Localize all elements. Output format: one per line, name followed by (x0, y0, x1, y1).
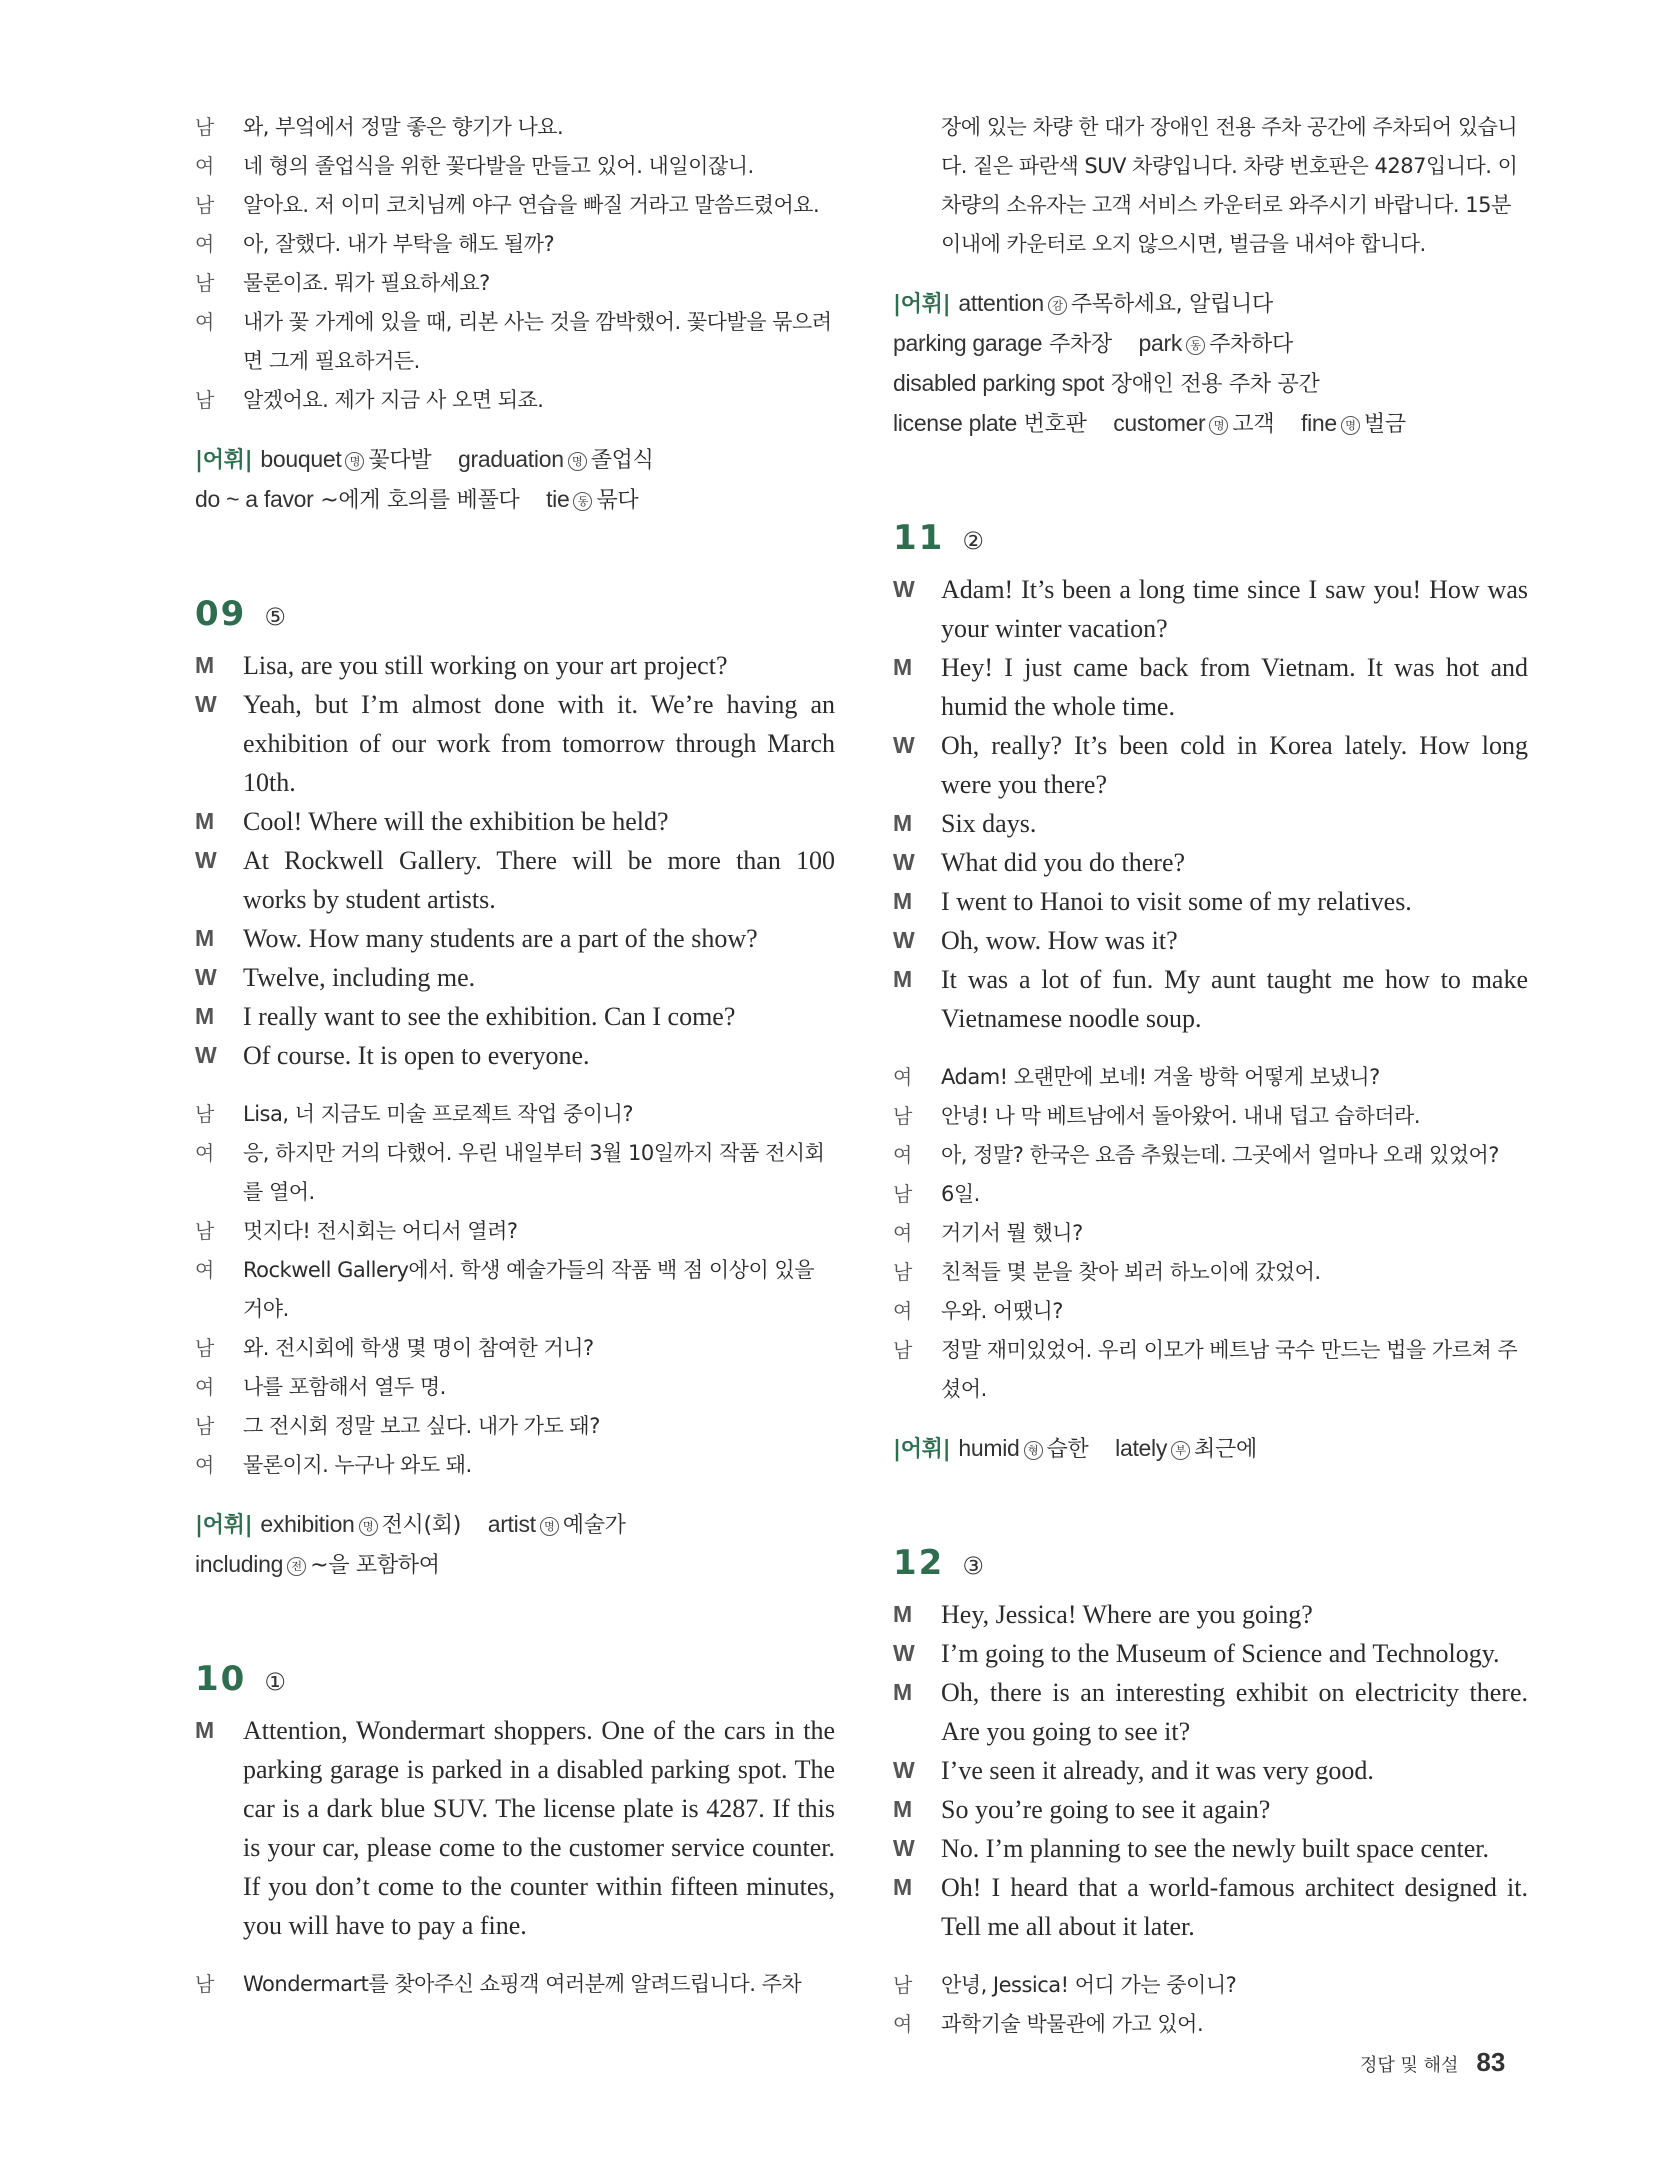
line-text: No. I’m planning to see the newly built space center. (941, 1834, 1490, 1863)
dialogue-line (195, 1095, 835, 1134)
speaker-label: 여 (195, 1453, 214, 1477)
dialogue-line (893, 648, 1528, 726)
dialogue-line (195, 919, 835, 958)
vocab-word: parking garage (893, 330, 1043, 356)
speaker-label: 남 (195, 1972, 214, 1996)
dialogue-line (195, 303, 835, 381)
vocab-meaning: 번호판 (1023, 412, 1087, 437)
vocab-meaning: 주차하다 (1209, 332, 1293, 357)
dialogue-line (893, 960, 1528, 1038)
line-text: Adam! 오랜만에 보네! 겨울 방학 어떻게 보냈니? (941, 1065, 1380, 1089)
line-text: 거기서 뭘 했니? (941, 1221, 1083, 1245)
line-text: 응, 하지만 거의 다했어. 우린 내일부터 3월 10일까지 작품 전시회를 열어. (243, 1141, 825, 1204)
speaker-label: 남 (195, 271, 214, 295)
vocab-meaning: 주차장 (1048, 332, 1112, 357)
speaker-label: 남 (195, 1219, 214, 1243)
line-text: I really want to see the exhibition. Can I come? (243, 1002, 736, 1031)
question-number: 11 (893, 518, 945, 558)
vocab-meaning: 꽃다발 (368, 448, 432, 473)
dialogue-line (195, 186, 835, 225)
dialogue-line (195, 1251, 835, 1329)
vocab-q11 (893, 1429, 1528, 1469)
question-number: 10 (195, 1659, 247, 1699)
speaker-label: M (893, 810, 913, 836)
part-of-speech-badge: 동 (573, 492, 592, 511)
dialogue-line (893, 1097, 1528, 1136)
speaker-label: 여 (195, 1141, 214, 1165)
dialogue-line (195, 958, 835, 997)
dialogue-line (195, 1711, 835, 1945)
dialogue-line (893, 1634, 1528, 1673)
vocab-q08 (195, 440, 835, 520)
question-number: 09 (195, 594, 247, 634)
speaker-label: W (893, 849, 915, 875)
line-text: Oh, wow. How was it? (941, 926, 1178, 955)
dialogue-line (893, 1058, 1528, 1097)
vocab-entry (958, 292, 1273, 317)
dialogue-line (195, 646, 835, 685)
vocab-entry (488, 1513, 626, 1538)
question-header-11 (893, 518, 1528, 558)
right-column (893, 108, 1528, 2044)
speaker-label: 여 (195, 1258, 214, 1282)
speaker-label: 남 (893, 1338, 912, 1362)
vocab-word: fine (1301, 410, 1337, 436)
line-text: 내가 꽃 가게에 있을 때, 리본 사는 것을 깜박했어. 꽃다발을 묶으려면 그게 필요하거든. (243, 310, 832, 373)
question-number: 12 (893, 1543, 945, 1583)
line-text: Hey, Jessica! Where are you going? (941, 1600, 1313, 1629)
dialogue-line (195, 264, 835, 303)
speaker-label: 남 (195, 1414, 214, 1438)
line-text: Of course. It is open to everyone. (243, 1041, 590, 1070)
dialogue-line (893, 108, 1528, 264)
dialogue-line (893, 570, 1528, 648)
question-header-09 (195, 594, 835, 634)
line-text: 네 형의 졸업식을 위한 꽃다발을 만들고 있어. 내일이잖니. (243, 154, 754, 178)
dialogue-line (195, 1965, 835, 2004)
vocab-entry (893, 412, 1087, 437)
line-text: Rockwell Gallery에서. 학생 예술가들의 작품 백 점 이상이 있을 거야. (243, 1258, 814, 1321)
line-text: 물론이죠. 뭐가 필요하세요? (243, 271, 490, 295)
dialogue-korean-q08 (195, 108, 835, 420)
speaker-label: M (893, 654, 913, 680)
left-column (195, 108, 835, 2004)
dialogue-line (893, 882, 1528, 921)
speaker-label: 남 (893, 1260, 912, 1284)
dialogue-line (893, 1214, 1528, 1253)
line-text: Wow. How many students are a part of the show? (243, 924, 758, 953)
dialogue-korean-q11 (893, 1058, 1528, 1409)
speaker-label: 여 (893, 1065, 912, 1089)
speaker-label: 여 (195, 1375, 214, 1399)
dialogue-line (195, 381, 835, 420)
dialogue-line (195, 1368, 835, 1407)
speaker-label: M (893, 1601, 913, 1627)
dialogue-line (893, 1829, 1528, 1868)
speaker-label: W (893, 1757, 915, 1783)
dialogue-line (893, 1673, 1528, 1751)
dialogue-line (195, 147, 835, 186)
answer-mark: ① (264, 1668, 286, 1696)
line-text: 와. 전시회에 학생 몇 명이 참여한 거니? (243, 1336, 594, 1360)
vocab-word: license plate (893, 410, 1017, 436)
speaker-label: M (195, 808, 215, 834)
vocab-meaning: ~을 포함하여 (310, 1553, 440, 1578)
dialogue-line (893, 921, 1528, 960)
speaker-label: M (893, 1874, 913, 1900)
dialogue-line (893, 1868, 1528, 1946)
dialogue-line (195, 1329, 835, 1368)
line-text: 아, 정말? 한국은 요즘 추웠는데. 그곳에서 얼마나 오래 있었어? (941, 1143, 1499, 1167)
vocab-label: |어휘| (195, 448, 253, 473)
vocab-word: lately (1115, 1435, 1168, 1461)
vocab-entry (1301, 412, 1406, 437)
line-text: Adam! It’s been a long time since I saw you! How was your winter vacation? (941, 575, 1528, 643)
vocab-entry (458, 448, 654, 473)
dialogue-line (893, 1966, 1528, 2005)
vocab-entry (1139, 332, 1293, 357)
speaker-label: 여 (893, 1299, 912, 1323)
line-text: Oh, really? It’s been cold in Korea lately. How long were you there? (941, 731, 1528, 799)
dialogue-line (893, 843, 1528, 882)
speaker-label: W (195, 847, 217, 873)
line-text: 6일. (941, 1182, 980, 1206)
dialogue-line (893, 1136, 1528, 1175)
dialogue-korean-q12 (893, 1966, 1528, 2044)
dialogue-line (195, 841, 835, 919)
vocab-q10 (893, 284, 1528, 444)
dialogue-line (893, 1175, 1528, 1214)
dialogue-line (195, 1407, 835, 1446)
dialogue-korean-q10-cont (893, 108, 1528, 264)
vocab-entry (195, 1553, 440, 1578)
dialogue-line (893, 1331, 1528, 1409)
line-text: Six days. (941, 809, 1037, 838)
speaker-label: W (195, 1042, 217, 1068)
vocab-q09 (195, 1505, 835, 1585)
vocab-meaning: 주목하세요, 알립니다 (1070, 292, 1273, 317)
part-of-speech-badge: 명 (1209, 416, 1228, 435)
vocab-meaning: 묶다 (596, 488, 639, 513)
vocab-word: exhibition (260, 1511, 355, 1537)
speaker-label: 여 (893, 1221, 912, 1245)
speaker-label: M (893, 888, 913, 914)
vocab-word: customer (1113, 410, 1206, 436)
dialogue-english-q12 (893, 1595, 1528, 1946)
speaker-label: M (195, 925, 215, 951)
vocab-word: do ~ a favor (195, 486, 314, 512)
vocab-word: including (195, 1551, 284, 1577)
dialogue-line (893, 1253, 1528, 1292)
dialogue-line (195, 1134, 835, 1212)
vocab-entry (1115, 1437, 1257, 1462)
speaker-label: M (195, 1003, 215, 1029)
answer-mark: ② (962, 527, 984, 555)
speaker-label: W (195, 964, 217, 990)
dialogue-line (893, 1595, 1528, 1634)
answer-mark: ⑤ (264, 603, 286, 631)
speaker-label: 남 (893, 1973, 912, 1997)
line-text: 안녕, Jessica! 어디 가는 중이니? (941, 1973, 1237, 1997)
dialogue-english-q10 (195, 1711, 835, 1945)
page-number: 83 (1476, 2047, 1506, 2077)
speaker-label: 남 (195, 1102, 214, 1126)
part-of-speech-badge: 명 (540, 1517, 559, 1536)
part-of-speech-badge: 명 (359, 1517, 378, 1536)
speaker-label: W (893, 927, 915, 953)
line-text: Wondermart를 찾아주신 쇼핑객 여러분께 알려드립니다. 주차 (243, 1972, 802, 1996)
vocab-meaning: 장애인 전용 주차 공간 (1110, 372, 1320, 397)
vocab-word: humid (958, 1435, 1020, 1461)
line-text: Cool! Where will the exhibition be held? (243, 807, 669, 836)
line-text: At Rockwell Gallery. There will be more than 100 works by student artists. (243, 846, 835, 914)
vocab-word: park (1138, 330, 1183, 356)
line-text: I’ve seen it already, and it was very good. (941, 1756, 1374, 1785)
part-of-speech-badge: 동 (1186, 336, 1205, 355)
vocab-meaning: ~에게 호의를 베풀다 (320, 488, 520, 513)
vocab-entry (260, 448, 431, 473)
line-text: 멋지다! 전시회는 어디서 열려? (243, 1219, 518, 1243)
dialogue-line (893, 1292, 1528, 1331)
vocab-word: attention (958, 290, 1044, 316)
line-text: Lisa, are you still working on your art project? (243, 651, 728, 680)
vocab-label: |어휘| (893, 1437, 951, 1462)
line-text: 물론이지. 누구나 와도 돼. (243, 1453, 472, 1477)
part-of-speech-badge: 감 (1048, 296, 1067, 315)
answer-mark: ③ (962, 1552, 984, 1580)
speaker-label: W (893, 1640, 915, 1666)
part-of-speech-badge: 명 (345, 452, 364, 471)
line-text: Hey! I just came back from Vietnam. It was hot and humid the whole time. (941, 653, 1528, 721)
vocab-meaning: 전시(회) (381, 1513, 461, 1538)
part-of-speech-badge: 전 (287, 1557, 306, 1576)
line-text: 우와. 어땠니? (941, 1299, 1063, 1323)
dialogue-korean-q09 (195, 1095, 835, 1485)
speaker-label: 여 (195, 310, 214, 334)
line-text: Yeah, but I’m almost done with it. We’re having an exhibition of our work from tomorrow through March 10th. (243, 690, 835, 797)
line-text: 나를 포함해서 열두 명. (243, 1375, 446, 1399)
line-text: Lisa, 너 지금도 미술 프로젝트 작업 중이니? (243, 1102, 634, 1126)
dialogue-line (195, 1446, 835, 1485)
line-text: 알아요. 저 이미 코치님께 야구 연습을 빠질 거라고 말씀드렸어요. (243, 193, 820, 217)
speaker-label: M (893, 966, 913, 992)
line-text: 그 전시회 정말 보고 싶다. 내가 가도 돼? (243, 1414, 600, 1438)
dialogue-line (195, 1036, 835, 1075)
part-of-speech-badge: 부 (1171, 1441, 1190, 1460)
line-text: What did you do there? (941, 848, 1186, 877)
line-text: 아, 잘했다. 내가 부탁을 해도 될까? (243, 232, 555, 256)
vocab-entry (893, 332, 1112, 357)
vocab-word: graduation (457, 446, 564, 472)
line-text: 와, 부엌에서 정말 좋은 향기가 나요. (243, 115, 564, 139)
line-text: 정말 재미있었어. 우리 이모가 베트남 국수 만드는 법을 가르쳐 주셨어. (941, 1338, 1518, 1401)
speaker-label: 남 (195, 388, 214, 412)
speaker-label: W (195, 691, 217, 717)
speaker-label: M (893, 1796, 913, 1822)
line-text: Oh, there is an interesting exhibit on electricity there. Are you going to see it? (941, 1678, 1528, 1746)
speaker-label: M (195, 1717, 215, 1743)
question-header-10 (195, 1659, 835, 1699)
vocab-entry (1113, 412, 1274, 437)
speaker-label: M (893, 1679, 913, 1705)
dialogue-line (195, 1212, 835, 1251)
vocab-meaning: 고객 (1232, 412, 1275, 437)
dialogue-line (195, 225, 835, 264)
speaker-label: 남 (195, 193, 214, 217)
vocab-label: |어휘| (893, 292, 951, 317)
dialogue-line (893, 2005, 1528, 2044)
vocab-entry (260, 1513, 461, 1538)
vocab-entry (195, 488, 519, 513)
part-of-speech-badge: 명 (568, 452, 587, 471)
line-text: 과학기술 박물관에 가고 있어. (941, 2012, 1204, 2036)
line-text: Attention, Wondermart shoppers. One of the cars in the parking garage is parked in a disabled parking spot. The car is a dark blue SUV. The license plate is 4287. If this is your car, please come to the customer service counter. If you don’t come to the counter within fifteen minutes, you will have to pay a fine. (243, 1716, 835, 1940)
speaker-label: 여 (195, 154, 214, 178)
vocab-meaning: 졸업식 (590, 448, 654, 473)
line-text: 안녕! 나 막 베트남에서 돌아왔어. 내내 덥고 습하더라. (941, 1104, 1421, 1128)
vocab-word: tie (546, 486, 570, 512)
dialogue-line (195, 997, 835, 1036)
dialogue-line (195, 685, 835, 802)
speaker-label: W (893, 576, 915, 602)
vocab-word: artist (487, 1511, 536, 1537)
line-text: Oh! I heard that a world-famous architect designed it. Tell me all about it later. (941, 1873, 1528, 1941)
speaker-label: 남 (893, 1182, 912, 1206)
speaker-label: 여 (195, 232, 214, 256)
vocab-meaning: 최근에 (1194, 1437, 1257, 1462)
vocab-entry (958, 1437, 1088, 1462)
vocab-entry (546, 488, 638, 513)
line-text: 친척들 몇 분을 찾아 뵈러 하노이에 갔었어. (941, 1260, 1321, 1284)
speaker-label: 남 (195, 115, 214, 139)
line-text: I’m going to the Museum of Science and Technology. (941, 1639, 1500, 1668)
question-header-12 (893, 1543, 1528, 1583)
vocab-entry (893, 372, 1319, 397)
speaker-label: M (195, 652, 215, 678)
footer-label: 정답 및 해설 (1360, 2055, 1459, 2076)
vocab-word: bouquet (260, 446, 342, 472)
dialogue-english-q11 (893, 570, 1528, 1038)
vocab-word: disabled parking spot (893, 370, 1105, 396)
speaker-label: W (893, 1835, 915, 1861)
dialogue-line (893, 726, 1528, 804)
dialogue-korean-q10-start (195, 1965, 835, 2004)
line-text: It was a lot of fun. My aunt taught me how to make Vietnamese noodle soup. (941, 965, 1528, 1033)
vocab-meaning: 예술가 (562, 1513, 626, 1538)
page-footer (1360, 2047, 1505, 2078)
speaker-label: 남 (893, 1104, 912, 1128)
dialogue-line (893, 804, 1528, 843)
vocab-label: |어휘| (195, 1513, 253, 1538)
speaker-label: W (893, 732, 915, 758)
part-of-speech-badge: 형 (1024, 1441, 1043, 1460)
speaker-label: 여 (893, 2012, 912, 2036)
vocab-meaning: 벌금 (1363, 412, 1406, 437)
line-text: 알겠어요. 제가 지금 사 오면 되죠. (243, 388, 544, 412)
line-text: Twelve, including me. (243, 963, 476, 992)
dialogue-line (893, 1790, 1528, 1829)
line-text: So you’re going to see it again? (941, 1795, 1271, 1824)
dialogue-line (195, 108, 835, 147)
speaker-label: 남 (195, 1336, 214, 1360)
speaker-label: 여 (893, 1143, 912, 1167)
part-of-speech-badge: 명 (1341, 416, 1360, 435)
line-text: 장에 있는 차량 한 대가 장애인 전용 주차 공간에 주차되어 있습니다. 짙은 파란색 SUV 차량입니다. 차량 번호판은 4287입니다. 이 차량의 소유자는 고객 서비스 카운터로 와주시기 바랍니다. 15분 이내에 카운터로 오지 않으시면, 벌금을 내셔야 합니다. (941, 115, 1518, 256)
dialogue-line (195, 802, 835, 841)
vocab-meaning: 습한 (1046, 1437, 1089, 1462)
dialogue-line (893, 1751, 1528, 1790)
dialogue-english-q09 (195, 646, 835, 1075)
line-text: I went to Hanoi to visit some of my relatives. (941, 887, 1412, 916)
